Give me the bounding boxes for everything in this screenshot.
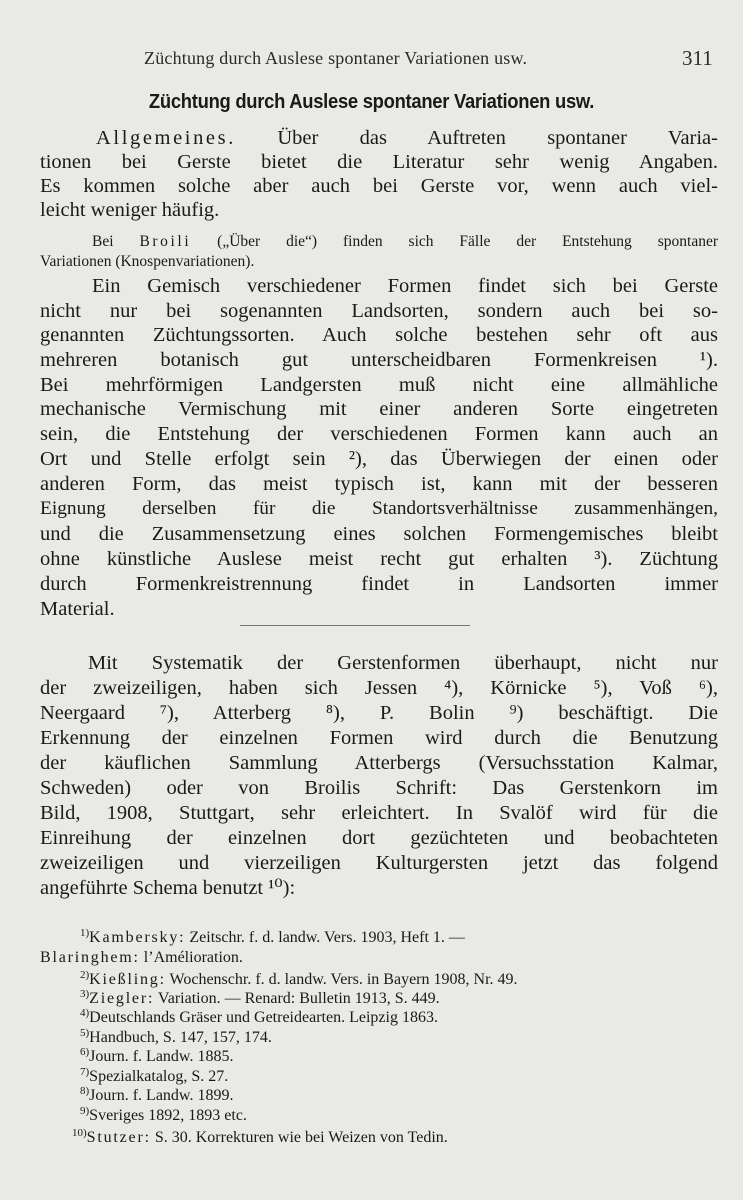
- footnote: $^{9)}$Sveriges 1892, 1893 etc.: [80, 1105, 247, 1124]
- text-line: genannten Züchtungssorten. Auch solche bestehen sehr oft aus: [40, 324, 718, 346]
- text-line: tionen bei Gerste bietet die Literatur sehr wenig Angaben.: [40, 151, 718, 173]
- footnote: $^{2)}$Kießling: Wochenschr. f. d. landw. Vers. in Bayern 1908, Nr. 49.: [80, 969, 518, 988]
- text-line: Es kommen solche aber auch bei Gerste vor, wenn auch viel-: [40, 175, 718, 197]
- footnote: $^{7)}$Spezialkatalog, S. 27.: [80, 1066, 229, 1085]
- text-line: Ein Gemisch verschiedener Formen findet sich bei Gerste: [92, 275, 718, 297]
- running-head: [0, 44, 743, 72]
- footnote: $^{3)}$Ziegler: Variation. — Renard: Bulletin 1913, S. 449.: [80, 988, 440, 1007]
- text-line: Material.: [40, 598, 115, 620]
- text-line: nicht nur bei sogenannten Landsorten, sondern auch bei so-: [40, 300, 718, 322]
- text-line: Schweden) oder von Broilis Schrift: Das Gerstenkorn im: [40, 777, 718, 799]
- footnote: $^{5)}$Handbuch, S. 147, 157, 174.: [80, 1027, 272, 1046]
- footnote: $^{10)}$Stutzer: S. 30. Korrekturen wie bei Weizen von Tedin.: [72, 1127, 448, 1146]
- text-line: Ort und Stelle erfolgt sein ²), das Überwiegen der einen oder: [40, 448, 718, 470]
- text-line: ohne künstliche Auslese meist recht gut erhalten ³). Züchtung: [40, 548, 718, 570]
- text-line: Erkennung der einzelnen Formen wird durch die Benutzung: [40, 727, 718, 749]
- footnote: Blaringhem: l’Amélioration.: [40, 949, 243, 966]
- note-line: Variationen (Knospenvariationen).: [40, 253, 255, 270]
- footnote: $^{8)}$Journ. f. Landw. 1899.: [80, 1085, 234, 1104]
- footnote: $^{1)}$Kambersky: Zeitschr. f. d. landw. Vers. 1903, Heft 1. —: [80, 927, 465, 946]
- text-line: Mit Systematik der Gerstenformen überhaupt, nicht nur: [88, 652, 718, 674]
- text-line: angeführte Schema benutzt ¹⁰):: [40, 877, 296, 899]
- footnote: $^{4)}$Deutschlands Gräser und Getreidearten. Leipzig 1863.: [80, 1007, 438, 1026]
- text-line: anderen Form, das meist typisch ist, kann mit der besseren: [40, 473, 718, 495]
- text-line: Eignung derselben für die Standortsverhältnisse zusammenhängen,: [40, 498, 718, 519]
- text-line: der zweizeiligen, haben sich Jessen ⁴), Körnicke ⁵), Voß ⁶),: [40, 677, 718, 699]
- running-title: Züchtung durch Auslese spontaner Variationen usw.: [144, 48, 528, 68]
- text-line: Einreihung der einzelnen dort gezüchteten und beobachteten: [40, 827, 718, 849]
- text-line: Allgemeines. Über das Auftreten spontaner Varia-: [96, 127, 718, 149]
- text-line: der käuflichen Sammlung Atterbergs (Versuchsstation Kalmar,: [40, 752, 718, 774]
- text-line: sein, die Entstehung der verschiedenen Formen kann auch an: [40, 423, 718, 445]
- text-line: und die Zusammensetzung eines solchen Formengemisches bleibt: [40, 523, 718, 545]
- section-divider: [240, 625, 470, 626]
- footnote: $^{6)}$Journ. f. Landw. 1885.: [80, 1046, 234, 1065]
- note-line: Bei Broili („Über die“) finden sich Fälle der Entstehung spontaner: [92, 233, 718, 250]
- text-line: mechanische Vermischung mit einer anderen Sorte eingetreten: [40, 398, 718, 420]
- text-line: Bei mehrförmigen Landgersten muß nicht eine allmähliche: [40, 374, 718, 396]
- text-line: Neergaard ⁷), Atterberg ⁸), P. Bolin ⁹) beschäftigt. Die: [40, 702, 718, 724]
- text-line: zweizeiligen und vierzeiligen Kulturgersten jetzt das folgend: [40, 852, 718, 874]
- text-line: leicht weniger häufig.: [40, 199, 220, 221]
- text-line: mehreren botanisch gut unterscheidbaren Formenkreisen ¹).: [40, 349, 718, 371]
- page-number: 311: [682, 46, 713, 70]
- section-heading: Züchtung durch Auslese spontaner Variationen usw.: [148, 91, 595, 113]
- text-line: Bild, 1908, Stuttgart, sehr erleichtert. In Svalöf wird für die: [40, 802, 718, 824]
- text-line: durch Formenkreistrennung findet in Landsorten immer: [40, 573, 718, 595]
